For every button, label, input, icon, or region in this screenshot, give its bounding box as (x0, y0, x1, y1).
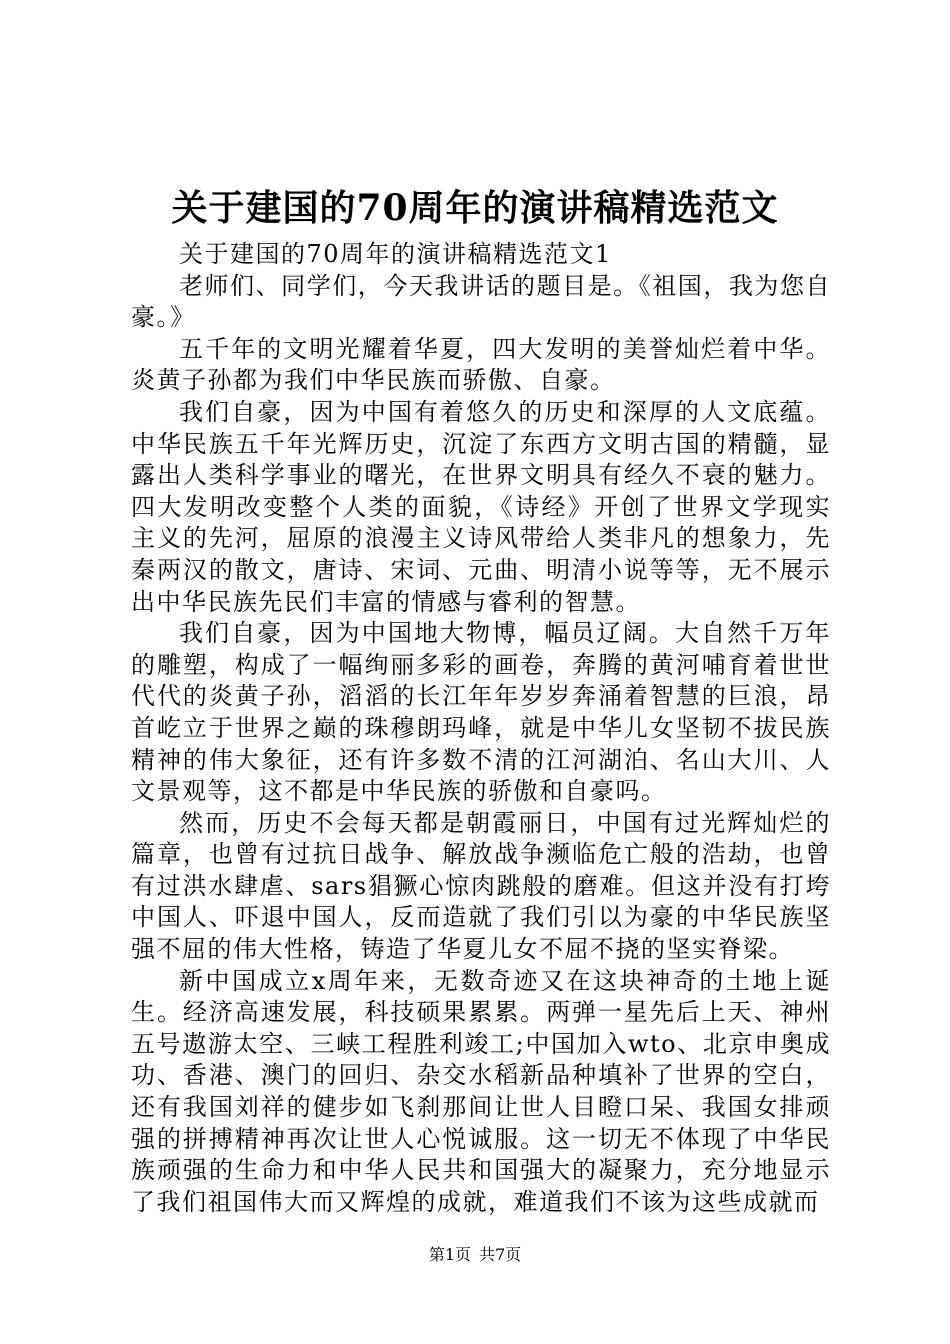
page-number: 第1页 (428, 1245, 471, 1264)
subtitle-paragraph: 关于建国的70周年的演讲稿精选范文1 (179, 240, 612, 268)
document-body (131, 239, 831, 1218)
document-title: 关于建国的70周年的演讲稿精选范文 (171, 187, 779, 229)
body-paragraph: 然而，历史不会每天都是朝霞丽日，中国有过光辉灿烂的篇章，也曾有过抗日战争、解放战争濒临危亡般的浩劫，也曾有过洪水肆虐、sars猖獗心惊肉跳般的磨难。但这并没有打垮中国人、吓退中国人，反而造就了我们引以为豪的中华民族坚强不屈的伟大性格，铸造了华夏儿女不屈不挠的坚实脊梁。 (131, 808, 831, 964)
body-paragraph: 我们自豪，因为中国有着悠久的历史和深厚的人文底蕴。中华民族五千年光辉历史，沉淀了东西方文明古国的精髓，显露出人类科学事业的曙光，在世界文明具有经久不衰的魅力。四大发明改变整个人类的面貌，《诗经》开创了世界文学现实主义的先河，屈原的浪漫主义诗风带给人类非凡的想象力，先秦两汉的散文，唐诗、宋词、元曲、明清小说等等，无不展示出中华民族先民们丰富的情感与睿利的智慧。 (131, 397, 831, 616)
body-paragraph: 老师们、同学们，今天我讲话的题目是。《祖国，我为您自豪。》 (131, 271, 831, 332)
body-paragraph: 五千年的文明光耀着华夏，四大发明的美誉灿烂着中华。炎黄子孙都为我们中华民族而骄傲、自豪。 (131, 334, 831, 395)
body-paragraph: 新中国成立x周年来，无数奇迹又在这块神奇的土地上诞生。经济高速发展，科技硕果累累。两弹一星先后上天、神州五号遨游太空、三峡工程胜利竣工;中国加入wto、北京申奥成功、香港、澳门的回归、杂交水稻新品种填补了世界的空白，还有我国刘祥的健步如飞刹那间让世人目瞪口呆、我国女排顽强的拼搏精神再次让世人心悦诚服。这一切无不体现了中华民族顽强的生命力和中华人民共和国强大的凝聚力，充分地显示了我们祖国伟大而又辉煌的成就，难道我们不该为这些成就而 (131, 966, 831, 1216)
page-total: 共7页 (479, 1245, 522, 1264)
body-paragraph: 我们自豪，因为中国地大物博，幅员辽阔。大自然千万年的雕塑，构成了一幅绚丽多彩的画卷，奔腾的黄河哺育着世世代代的炎黄子孙，滔滔的长江年年岁岁奔涌着智慧的巨浪，昂首屹立于世界之巅的珠穆朗玛峰，就是中华儿女坚韧不拔民族精神的伟大象征，还有许多数不清的江河湖泊、名山大川、人文景观等，这不都是中华民族的骄傲和自豪吗。 (131, 619, 831, 806)
page-footer (0, 1244, 950, 1266)
